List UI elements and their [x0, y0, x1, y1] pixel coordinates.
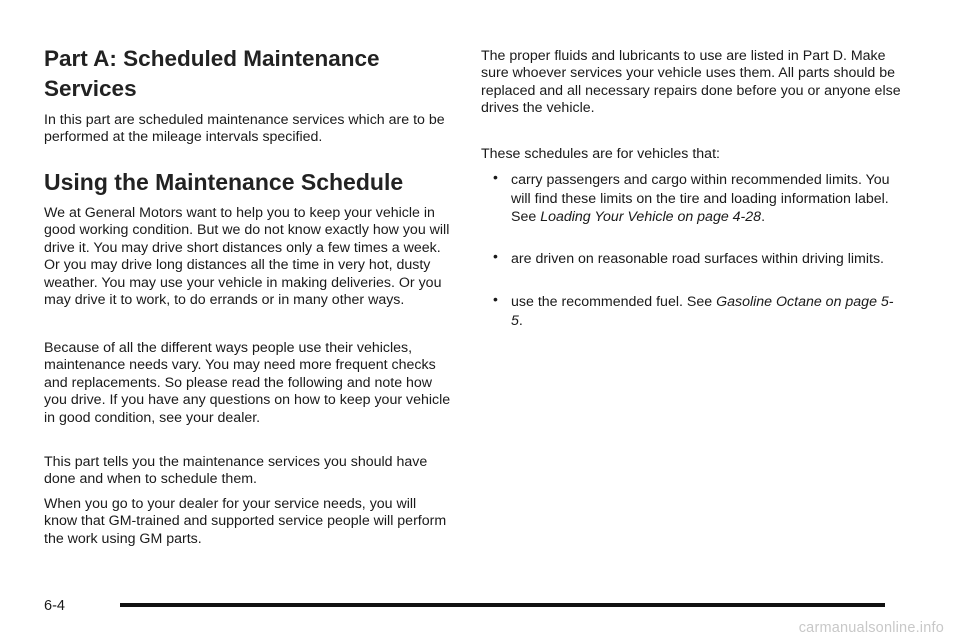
fluids-paragraph: The proper fluids and lubricants to use are listed in Part D. Make sure whoever services your vehicle uses them. All parts should be replaced and all necessary repairs done before you or anyone else drives the vehicle.	[481, 48, 901, 117]
bullet-text: are driven on reasonable road surfaces within driving limits.	[511, 251, 884, 267]
cross-reference-link[interactable]: Gasoline Octane on page 5-5	[511, 294, 894, 329]
part-title-line2: Services	[44, 76, 137, 101]
page-number: 6-4	[44, 598, 65, 614]
watermark: carmanualsonline.info	[798, 620, 944, 636]
schedules-intro: These schedules are for vehicles that:	[481, 146, 720, 162]
part-title-line1: Part A: Scheduled Maintenance	[44, 46, 380, 71]
bullet-icon: •	[493, 248, 498, 264]
bullet-text: use the recommended fuel. See	[511, 294, 717, 310]
bullet-text: carry passengers and cargo within recommended limits. You will find these limits on the tire and loading information label. See	[511, 172, 890, 225]
bullet-icon: •	[493, 169, 498, 185]
intro-paragraph: In this part are scheduled maintenance services which are to be performed at the mileage intervals specified.	[44, 112, 445, 146]
body-paragraph-1: We at General Motors want to help you to keep your vehicle in good working condition. But we do not know exactly how you will drive it. You may drive short distances only a few times a week. Or you may drive long distances all the time in very hot, dusty weather. You may use your vehicle in making deliveries. Or you may drive it to work, to do errands or in many other ways.	[44, 205, 450, 309]
bullet-icon: •	[493, 291, 498, 307]
part-title	[44, 44, 464, 104]
cross-reference-link[interactable]: Loading Your Vehicle on page 4-28	[540, 209, 762, 225]
body-paragraph-4: When you go to your dealer for your service needs, you will know that GM-trained and supported service people will perform the work using GM parts.	[44, 496, 447, 547]
list-item: • use the recommended fuel. See Gasoline Octane on page 5-5.	[493, 291, 894, 329]
list-item	[481, 248, 901, 269]
body-paragraph-3: This part tells you the maintenance services you should have done and when to schedule them.	[44, 454, 428, 488]
footer-divider	[120, 603, 885, 607]
section-heading: Using the Maintenance Schedule	[44, 169, 404, 195]
body-paragraph-2: Because of all the different ways people use their vehicles, maintenance needs vary. You may need more frequent checks and replacements. So please read the following and note how you drive. If you have any questions on how to keep your vehicle in good condition, see your dealer.	[44, 340, 451, 426]
list-item: • carry passengers and cargo within recommended limits. You will find these limits on the tire and loading information label. See Loading Your Vehicle on page 4-28.	[493, 169, 890, 225]
